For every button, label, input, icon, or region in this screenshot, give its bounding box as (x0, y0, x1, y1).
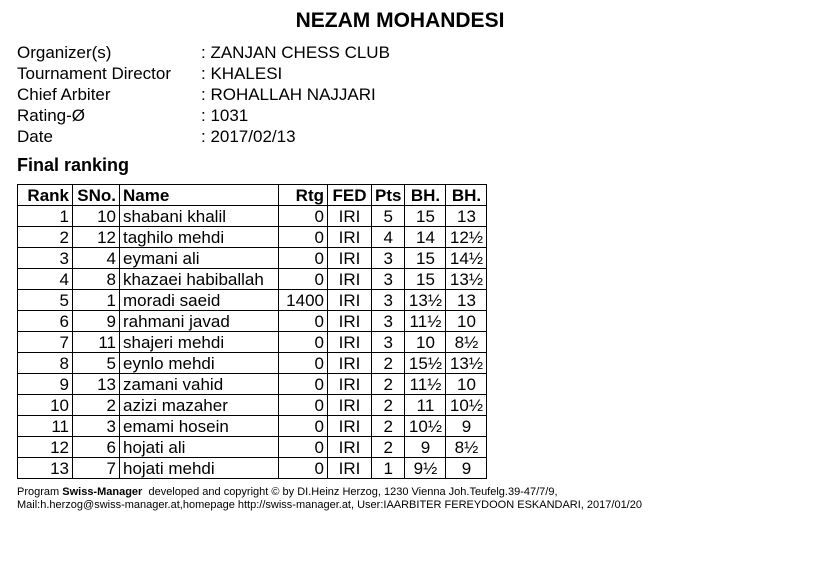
cell-rank: 10 (18, 395, 73, 416)
cell-rtg: 0 (279, 437, 328, 458)
footer (17, 486, 642, 512)
cell-name: emami hosein (120, 416, 279, 437)
cell-sno: 6 (73, 437, 120, 458)
cell-rtg: 0 (279, 416, 328, 437)
page-title: NEZAM MOHANDESI (295, 9, 505, 32)
cell-rank: 1 (18, 206, 73, 227)
cell-name: rahmani javad (120, 311, 279, 332)
cell-fed: IRI (328, 248, 372, 269)
column-header-sno: SNo. (73, 185, 120, 206)
cell-bh-2: 9 (446, 416, 487, 437)
info-row-chief-arbiter (17, 84, 390, 105)
cell-name: hojati ali (120, 437, 279, 458)
cell-bh-1: 11½ (405, 311, 446, 332)
cell-rank: 6 (18, 311, 73, 332)
cell-bh-2: 13½ (446, 353, 487, 374)
footer-line-1 (17, 486, 642, 499)
cell-name: khazaei habiballah (120, 269, 279, 290)
cell-pts: 5 (372, 206, 405, 227)
cell-rtg: 0 (279, 311, 328, 332)
cell-bh-1: 10½ (405, 416, 446, 437)
cell-bh-1: 15 (405, 269, 446, 290)
column-header-pts: Pts (372, 185, 405, 206)
cell-bh-2: 13½ (446, 269, 487, 290)
cell-name: shajeri mehdi (120, 332, 279, 353)
cell-fed: IRI (328, 458, 372, 479)
tournament-info (17, 42, 390, 147)
cell-sno: 5 (73, 353, 120, 374)
cell-bh-2: 8½ (446, 332, 487, 353)
cell-pts: 2 (372, 416, 405, 437)
info-value: : KHALESI (201, 64, 283, 83)
table-row (18, 437, 487, 458)
cell-bh-2: 9 (446, 458, 487, 479)
cell-sno: 4 (73, 248, 120, 269)
table-row (18, 332, 487, 353)
cell-rtg: 0 (279, 227, 328, 248)
info-label: Date (17, 127, 53, 146)
cell-rtg: 0 (279, 458, 328, 479)
table-row (18, 269, 487, 290)
cell-pts: 1 (372, 458, 405, 479)
cell-name: eynlo mehdi (120, 353, 279, 374)
cell-fed: IRI (328, 206, 372, 227)
cell-rank: 9 (18, 374, 73, 395)
table-row (18, 311, 487, 332)
cell-bh-2: 13 (446, 206, 487, 227)
cell-bh-1: 15 (405, 206, 446, 227)
cell-pts: 2 (372, 395, 405, 416)
cell-bh-1: 9½ (405, 458, 446, 479)
cell-pts: 3 (372, 311, 405, 332)
cell-bh-1: 13½ (405, 290, 446, 311)
cell-rank: 7 (18, 332, 73, 353)
cell-bh-2: 8½ (446, 437, 487, 458)
cell-sno: 9 (73, 311, 120, 332)
cell-pts: 2 (372, 374, 405, 395)
info-value: : 1031 (201, 106, 249, 125)
footer-line-2: Mail:h.herzog@swiss-manager.at,homepage http://swiss-manager.at, User:IAARBITER FEREYDOON ESKANDARI, 2017/01/20 (17, 499, 642, 511)
info-label: Chief Arbiter (17, 85, 111, 104)
cell-name: moradi saeid (120, 290, 279, 311)
cell-bh-1: 10 (405, 332, 446, 353)
info-value: : ROHALLAH NAJJARI (201, 85, 376, 104)
cell-fed: IRI (328, 437, 372, 458)
table-row (18, 374, 487, 395)
section-heading: Final ranking (17, 155, 130, 175)
cell-bh-1: 14 (405, 227, 446, 248)
info-value: : 2017/02/13 (201, 127, 296, 146)
cell-name: eymani ali (120, 248, 279, 269)
cell-pts: 3 (372, 269, 405, 290)
table-row (18, 290, 487, 311)
cell-sno: 12 (73, 227, 120, 248)
info-label: Rating-Ø (17, 106, 86, 125)
cell-bh-2: 12½ (446, 227, 487, 248)
cell-bh-2: 13 (446, 290, 487, 311)
cell-rank: 12 (18, 437, 73, 458)
column-header-bh-2: BH. (446, 185, 487, 206)
cell-sno: 8 (73, 269, 120, 290)
cell-fed: IRI (328, 416, 372, 437)
cell-bh-2: 10 (446, 374, 487, 395)
cell-rtg: 1400 (279, 290, 328, 311)
cell-sno: 1 (73, 290, 120, 311)
cell-sno: 11 (73, 332, 120, 353)
cell-bh-2: 10½ (446, 395, 487, 416)
table-row (18, 227, 487, 248)
footer-program-name: Swiss-Manager (62, 486, 143, 498)
cell-sno: 7 (73, 458, 120, 479)
cell-name: zamani vahid (120, 374, 279, 395)
cell-pts: 3 (372, 290, 405, 311)
info-label: Tournament Director (17, 64, 172, 83)
cell-rank: 11 (18, 416, 73, 437)
cell-rtg: 0 (279, 353, 328, 374)
cell-sno: 3 (73, 416, 120, 437)
cell-bh-1: 11½ (405, 374, 446, 395)
cell-fed: IRI (328, 332, 372, 353)
cell-name: hojati mehdi (120, 458, 279, 479)
cell-pts: 3 (372, 248, 405, 269)
cell-fed: IRI (328, 374, 372, 395)
cell-rank: 5 (18, 290, 73, 311)
cell-fed: IRI (328, 395, 372, 416)
cell-bh-2: 10 (446, 311, 487, 332)
table-row (18, 458, 487, 479)
cell-pts: 2 (372, 353, 405, 374)
cell-pts: 3 (372, 332, 405, 353)
cell-rtg: 0 (279, 395, 328, 416)
cell-bh-1: 15½ (405, 353, 446, 374)
cell-bh-1: 15 (405, 248, 446, 269)
cell-pts: 4 (372, 227, 405, 248)
cell-name: taghilo mehdi (120, 227, 279, 248)
cell-pts: 2 (372, 437, 405, 458)
table-row (18, 416, 487, 437)
column-header-rank: Rank (18, 185, 73, 206)
cell-sno: 10 (73, 206, 120, 227)
info-label: Organizer(s) (17, 43, 112, 62)
cell-rank: 8 (18, 353, 73, 374)
cell-name: shabani khalil (120, 206, 279, 227)
cell-sno: 2 (73, 395, 120, 416)
column-header-fed: FED (328, 185, 372, 206)
table-row (18, 353, 487, 374)
cell-fed: IRI (328, 311, 372, 332)
cell-fed: IRI (328, 227, 372, 248)
column-header-bh-1: BH. (405, 185, 446, 206)
cell-rtg: 0 (279, 332, 328, 353)
cell-rtg: 0 (279, 206, 328, 227)
info-value: : ZANJAN CHESS CLUB (201, 43, 390, 62)
column-header-rtg: Rtg (279, 185, 328, 206)
cell-fed: IRI (328, 290, 372, 311)
info-row-tournament-director (17, 63, 390, 84)
info-row-rating (17, 105, 390, 126)
cell-rank: 2 (18, 227, 73, 248)
cell-bh-1: 9 (405, 437, 446, 458)
cell-fed: IRI (328, 353, 372, 374)
footer-copyright: developed and copyright © by DI.Heinz Herzog, 1230 Vienna Joh.Teufelg.39-47/7/9, (142, 486, 558, 498)
cell-bh-2: 14½ (446, 248, 487, 269)
cell-fed: IRI (328, 269, 372, 290)
ranking-table (17, 184, 487, 479)
table-row (18, 248, 487, 269)
cell-rank: 3 (18, 248, 73, 269)
table-header-row (18, 185, 487, 206)
table-row (18, 206, 487, 227)
cell-rank: 4 (18, 269, 73, 290)
cell-rtg: 0 (279, 269, 328, 290)
footer-prefix: Program (17, 486, 63, 498)
cell-rank: 13 (18, 458, 73, 479)
column-header-name: Name (120, 185, 279, 206)
cell-bh-1: 11 (405, 395, 446, 416)
cell-name: azizi mazaher (120, 395, 279, 416)
cell-rtg: 0 (279, 374, 328, 395)
table-row (18, 395, 487, 416)
cell-sno: 13 (73, 374, 120, 395)
info-row-organizer (17, 42, 390, 63)
cell-rtg: 0 (279, 248, 328, 269)
info-row-date (17, 126, 390, 147)
